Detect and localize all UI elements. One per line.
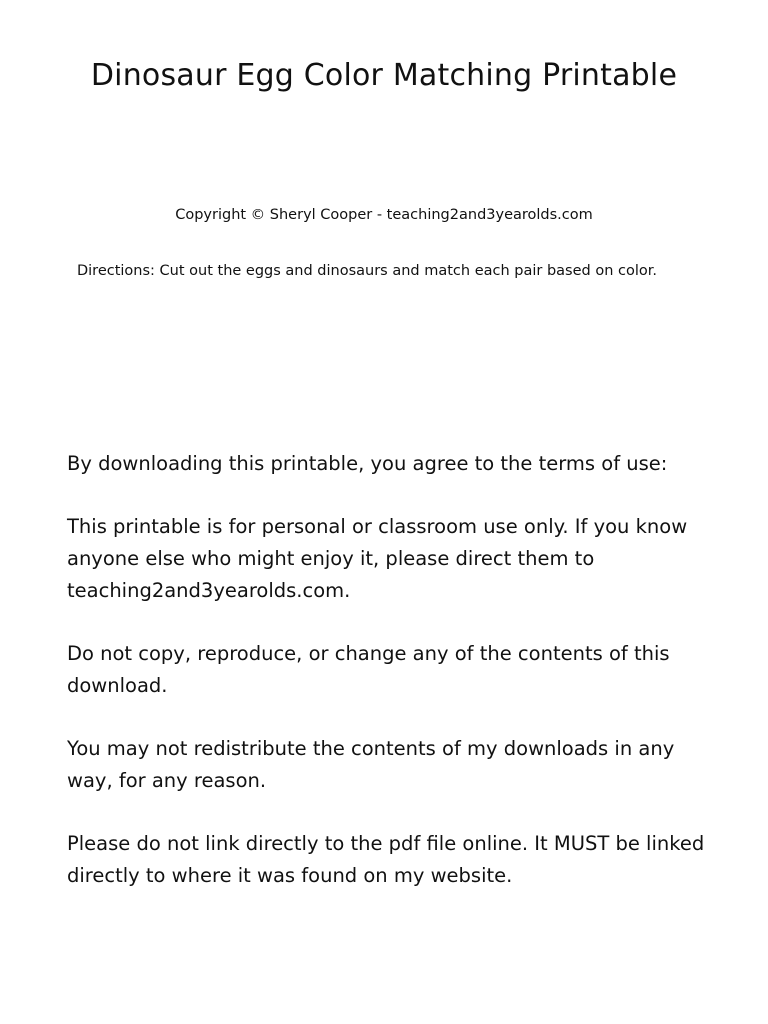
terms-paragraph-no-redistribute: You may not redistribute the contents of my downloads in any way, for any reason. (67, 737, 675, 792)
terms-paragraph-no-copy: Do not copy, reproduce, or change any of the contents of this download. (67, 642, 670, 697)
copyright-line: Copyright © Sheryl Cooper - teaching2and3yearolds.com (175, 207, 593, 223)
directions-line: Directions: Cut out the eggs and dinosaurs and match each pair based on color. (76, 263, 657, 279)
terms-of-use (67, 448, 717, 923)
terms-intro: By downloading this printable, you agree to the terms of use: (67, 452, 668, 475)
document-title: Dinosaur Egg Color Matching Printable (90, 58, 678, 93)
terms-paragraph-personal-use: This printable is for personal or classroom use only. If you know anyone else who might enjoy it, please direct them to teaching2and3yearolds.com. (67, 515, 688, 602)
terms-paragraph-no-direct-link: Please do not link directly to the pdf file online. It MUST be linked directly to where it was found on my website. (67, 832, 705, 887)
